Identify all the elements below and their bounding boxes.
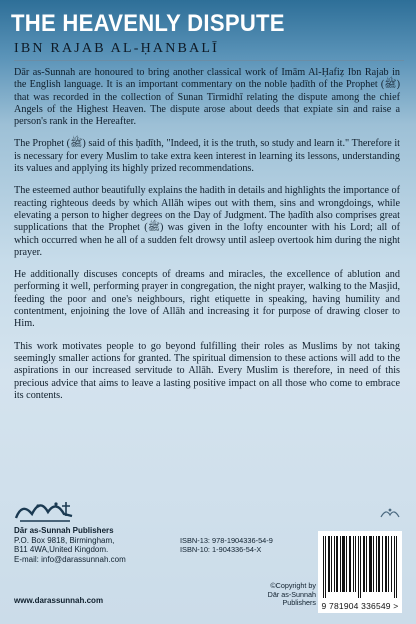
publisher-info xyxy=(14,526,126,564)
header-divider xyxy=(14,60,404,61)
copyright-line2: Dār as-Sunnah Publishers xyxy=(267,589,316,607)
blurb-paragraph-3: The esteemed author beautifully explains the hadith in details and highlights the importance of reacting righteous deeds by which Allāh wipes out with them, sins and wrongdoings, while elevating a person to higher degrees on the Day of Judgment. The ḥadīth also comprises great supplications that the Prophet (ﷺ) was given in the lofty encounter with his Lord; all of which occurred when he all of a sudden felt drowsy until asleep overtook him during the night prayer. xyxy=(14,185,400,258)
barcode-digits: 9 781904 336549 > xyxy=(321,601,399,611)
copyright-notice xyxy=(234,582,316,608)
publisher-address-line1: P.O. Box 9818, Birmingham, xyxy=(14,535,115,545)
copyright-line1: ©Copyright by xyxy=(270,581,316,590)
book-title: THE HEAVENLY DISPUTE xyxy=(11,10,285,37)
publisher-logo xyxy=(12,494,78,524)
author-name: IBN RAJAB AL-ḤANBALĪ xyxy=(14,41,219,56)
blurb-paragraph-2: The Prophet (ﷺ) said of this ḥadīth, "Indeed, it is the truth, so study and learn it." Therefore it is necessary for every Muslim to take extra keen interest in learning its lessons, understanding its values and applying its highly prized recommendations. xyxy=(14,138,400,175)
publisher-email: E-mail: info@darassunnah.com xyxy=(14,554,126,564)
publisher-address-line2: B11 4WA,United Kingdom. xyxy=(14,545,109,555)
blurb-paragraph-5: This work motivates people to go beyond fulfilling their roles as Muslims by not taking seemingly smaller actions for granted. The spiritual dimension to these actions will add to the aspirations in our increased servitude to Allāh. Every Muslim is therefore, in need of this precious advice that aims to leave a lasting positive impact on all those who come to embrace its contents. xyxy=(14,340,400,401)
blurb-text xyxy=(14,67,400,412)
barcode xyxy=(318,531,402,613)
isbn-block xyxy=(180,536,273,554)
barcode-bars xyxy=(323,536,397,598)
publisher-name: Dār as-Sunnah Publishers xyxy=(14,526,114,535)
printer-mark-icon xyxy=(378,506,402,520)
isbn-10: ISBN-10: 1-904336-54-X xyxy=(180,545,262,554)
blurb-paragraph-4: He additionally discuses concepts of dreams and miracles, the excellence of ablution and performing it well, performing prayer in congregation, the night prayer, walking to the Masjid, feeding the poor and one's neighbours, right etiquette in speaking, having humility and contentment, enjoining the love of Allāh and increasing it for purpose of drawing closer to Him. xyxy=(14,269,400,330)
isbn-13: ISBN-13: 978-1904336-54-9 xyxy=(180,536,273,545)
publisher-website: www.darassunnah.com xyxy=(14,596,104,605)
blurb-paragraph-1: Dār as-Sunnah are honoured to bring another classical work of Imām Al-Ḥafiẓ Ibn Rajab in the English language. It is an important commentary on the noble ḥadīth of the Prophet (ﷺ) that was recorded in the collection of Sunan Tirmidhī relating the dispute among the chief Angels of the Highest Heaven. The dispute arose about deeds that expiate sin and raise a person's rank in the Hereafter. xyxy=(14,67,400,128)
